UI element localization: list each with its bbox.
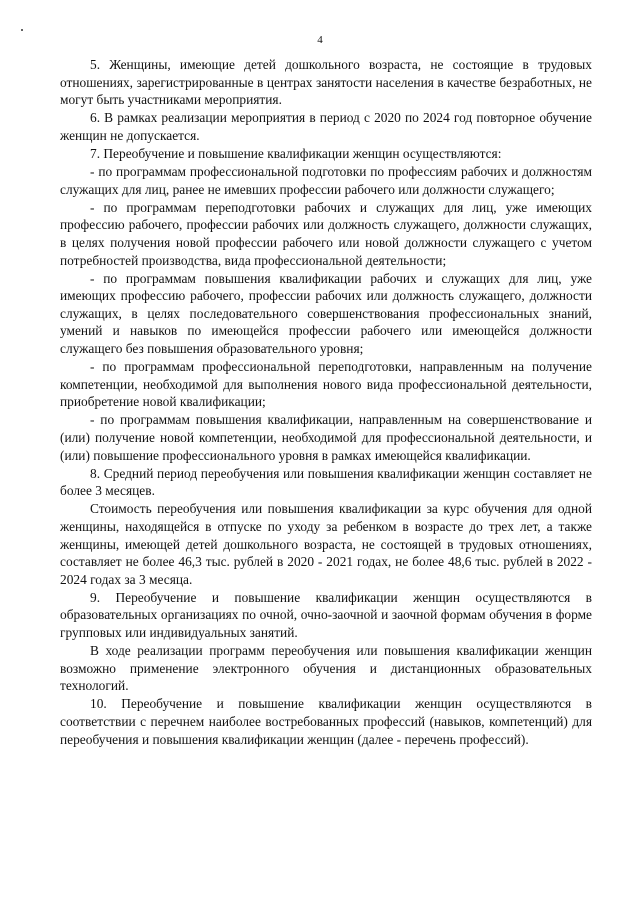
paragraph-7: 7. Переобучение и повышение квалификации женщин осуществляются:: [90, 145, 502, 161]
list-item-professional-retraining: - по программам профессиональной переподготовки, направленным на получение компетенции, необходимой для выполнения нового вида профессиональной деятельности, приобретение новой квалификации;: [60, 359, 592, 410]
paragraph-9: 9. Переобучение и повышение квалификации женщин осуществляются в образовательных организациях по очной, очно-заочной и заочной формам обучения в форме групповых или индивидуальных занятий.: [60, 589, 592, 640]
page-number: 4: [317, 34, 323, 46]
list-item-advanced-training: - по программам повышения квалификации, направленным на совершенствование и (или) получение новой компетенции, необходимой для профессиональной деятельности, и (или) повышение профессионального уровня в рамках имеющейся квалификации.: [60, 412, 592, 463]
paragraph-10: 10. Переобучение и повышение квалификации женщин осуществляются в соответствии с перечнем наиболее востребованных профессий (навыков, компетенций) для переобучения и повышения квалификации женщин (далее - перечень профессий).: [60, 696, 592, 747]
list-item-training: - по программам профессиональной подготовки по профессиям рабочих и должностям служащих для лиц, ранее не имевших профессии рабочего или должности служащего;: [60, 164, 592, 197]
paragraph-8: 8. Средний период переобучения или повышения квалификации женщин составляет не более 3 месяцев.: [60, 465, 592, 499]
scan-speck: [21, 29, 23, 31]
document-body: [60, 56, 592, 748]
paragraph-5: 5. Женщины, имеющие детей дошкольного возраста, не состоящие в трудовых отношениях, зарегистрированные в центрах занятости населения в качестве безработных, не могут быть участниками мероприятия.: [60, 57, 592, 108]
list-item-qualification-upgrade: - по программам повышения квалификации рабочих и служащих для лиц, уже имеющих профессию рабочего, профессии рабочих или должность служащего, должности служащих, в целях последовательного совершенствования профессиональных знаний, умений и навыков по имеющейся профессии рабочего или имеющейся должности служащего без повышения образовательного уровня;: [60, 270, 592, 356]
list-item-retraining: - по программам переподготовки рабочих и служащих для лиц, уже имеющих профессию рабочего, профессии рабочих или должность служащего, должности служащих, в целях получения новой профессии рабочего или новой должности служащего с учетом потребностей производства, вида профессиональной деятельности;: [60, 199, 592, 268]
paragraph-e-learning: В ходе реализации программ переобучения или повышения квалификации женщин возможно применение электронного обучения и дистанционных образовательных технологий.: [60, 643, 592, 694]
paragraph-6: 6. В рамках реализации мероприятия в период с 2020 по 2024 год повторное обучение женщин не допускается.: [60, 110, 592, 143]
paragraph-cost: Стоимость переобучения или повышения квалификации за курс обучения для одной женщины, находящейся в отпуске по уходу за ребенком в возрасте до трех лет, а также женщины, имеющей детей дошкольного возраста, не состоящей в трудовых отношениях, составляет не более 46,3 тыс. рублей в 2020 - 2021 годах, не более 48,6 тыс. рублей в 2022 - 2024 годах за 3 месяца.: [60, 501, 592, 587]
